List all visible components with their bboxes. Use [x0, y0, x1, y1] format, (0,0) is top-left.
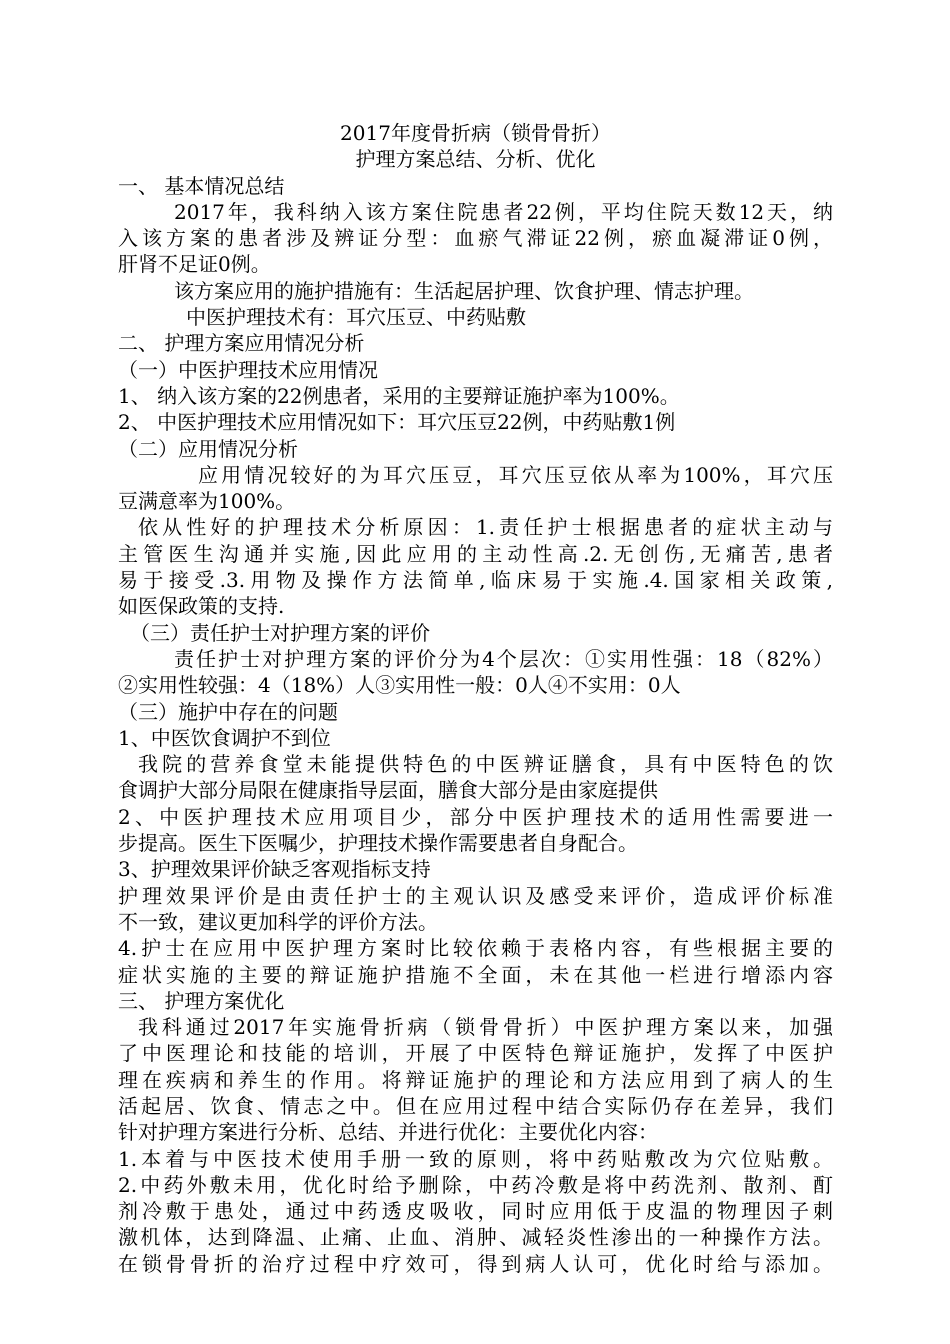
- text-line: 理在疾病和养生的作用。将辩证施护的理论和方法应用到了病人的生: [118, 1067, 833, 1092]
- text-line: 护理效果评价是由责任护士的主观认识及感受来评价，造成评价标准: [118, 883, 833, 908]
- text-line: （一）中医护理技术应用情况: [118, 357, 378, 382]
- text-line: 三、 护理方案优化: [118, 988, 285, 1013]
- text-line: 易于接受.3.用物及操作方法简单,临床易于实施.4.国家相关政策,: [118, 568, 833, 593]
- text-line: 活起居、饮食、情志之中。但在应用过程中结合实际仍存在差异，我们: [118, 1093, 833, 1118]
- text-line: 步提高。医生下医嘱少，护理技术操作需要患者自身配合。: [118, 831, 638, 856]
- text-line: 4.护士在应用中医护理方案时比较依赖于表格内容，有些根据主要的: [118, 936, 833, 961]
- text-line: 如医保政策的支持.: [118, 594, 285, 619]
- document-page: [118, 120, 833, 1277]
- document-body: [118, 173, 833, 1277]
- text-line: 责任护士对护理方案的评价分为4个层次：①实用性强：18（82%）: [174, 646, 833, 671]
- text-line: 食调护大部分局限在健康指导层面，膳食大部分是由家庭提供: [118, 778, 658, 803]
- text-line: （二）应用情况分析: [118, 436, 298, 461]
- text-line: 了中医理论和技能的培训，开展了中医特色辩证施护，发挥了中医护: [118, 1041, 833, 1066]
- text-line: 1、 纳入该方案的22例患者，采用的主要辩证施护率为100%。: [118, 383, 680, 408]
- text-line: 针对护理方案进行分析、总结、并进行优化：主要优化内容：: [118, 1120, 658, 1145]
- text-line: 在锁骨骨折的治疗过程中疗效可，得到病人认可，优化时给与添加。: [118, 1251, 833, 1276]
- text-line: 我科通过2017年实施骨折病（锁骨骨折）中医护理方案以来，加强: [138, 1015, 833, 1040]
- text-line: 症状实施的主要的辩证施护措施不全面，未在其他一栏进行增添内容: [118, 962, 833, 987]
- text-line: 应用情况较好的为耳穴压豆，耳穴压豆依从率为100%，耳穴压: [198, 462, 833, 487]
- text-line: 该方案应用的施护措施有：生活起居护理、饮食护理、情志护理。: [174, 278, 754, 303]
- text-line: （三）责任护士对护理方案的评价: [130, 620, 430, 645]
- text-line: ②实用性较强：4（18%）人③实用性一般：0人④不实用：0人: [118, 673, 681, 698]
- text-line: 二、 护理方案应用情况分析: [118, 331, 365, 356]
- text-line: 1.本着与中医技术使用手册一致的原则，将中药贴敷改为穴位贴敷。: [118, 1146, 833, 1171]
- text-line: 我院的营养食堂未能提供特色的中医辨证膳食，具有中医特色的饮: [138, 752, 833, 777]
- text-line: 入该方案的患者涉及辨证分型：血瘀气滞证22例，瘀血凝滞证0例，: [118, 226, 833, 251]
- text-line: 中医护理技术有：耳穴压豆、中药贴敷: [186, 305, 526, 330]
- document-title: [118, 120, 833, 173]
- text-line: （三）施护中存在的问题: [118, 699, 338, 724]
- text-line: 主管医生沟通并实施,因此应用的主动性高.2.无创伤,无痛苦,患者: [118, 541, 833, 566]
- text-line: 肝肾不足证0例。: [118, 252, 271, 277]
- text-line: 2017年，我科纳入该方案住院患者22例，平均住院天数12天，纳: [174, 199, 833, 224]
- text-line: 不一致，建议更加科学的评价方法。: [118, 909, 438, 934]
- title-line-1: 2017年度骨折病（锁骨骨折）: [340, 121, 611, 145]
- text-line: 2、中医护理技术应用项目少，部分中医护理技术的适用性需要进一: [118, 804, 833, 829]
- text-line: 3、护理效果评价缺乏客观指标支持: [118, 857, 431, 882]
- text-line: 一、 基本情况总结: [118, 173, 285, 198]
- text-line: 1、中医饮食调护不到位: [118, 725, 331, 750]
- text-line: 激机体，达到降温、止痛、止血、消肿、减轻炎性渗出的一种操作方法。: [118, 1225, 833, 1250]
- title-line-2: 护理方案总结、分析、优化: [355, 147, 596, 172]
- text-line: 2.中药外敷未用，优化时给予删除，中药冷敷是将中药洗剂、散剂、酊: [118, 1172, 833, 1197]
- text-line: 2、 中医护理技术应用情况如下：耳穴压豆22例，中药贴敷1例: [118, 410, 676, 435]
- text-line: 豆满意率为100%。: [118, 489, 296, 514]
- text-line: 剂冷敷于患处，通过中药透皮吸收，同时应用低于皮温的物理因子刺: [118, 1199, 833, 1224]
- text-line: 依从性好的护理技术分析原因：1.责任护士根据患者的症状主动与: [138, 515, 833, 540]
